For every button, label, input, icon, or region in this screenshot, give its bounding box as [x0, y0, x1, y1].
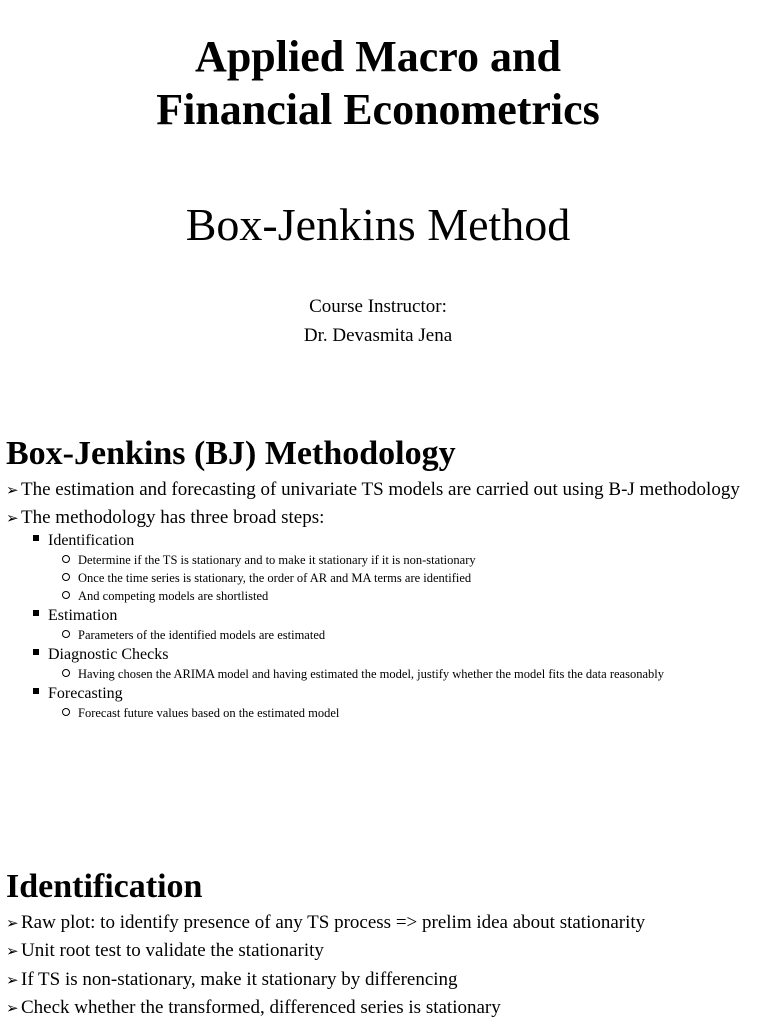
step-item — [33, 645, 168, 665]
circle-bullet-icon — [62, 573, 70, 581]
step-label: Diagnostic Checks — [48, 646, 169, 663]
square-bullet-icon — [33, 688, 39, 694]
square-bullet-icon — [33, 535, 39, 541]
presentation-title — [0, 30, 756, 136]
circle-bullet-icon — [62, 708, 70, 716]
step-label: Identification — [48, 532, 135, 549]
step-item — [33, 531, 134, 551]
bullet-text: Check whether the transformed, differenced series is stationary — [21, 997, 501, 1018]
arrow-bullet-icon: ➢ — [6, 916, 19, 932]
title-line-1: Applied Macro and — [195, 32, 561, 81]
bullet-item — [6, 968, 458, 993]
substep-item — [62, 666, 664, 682]
arrow-bullet-icon: ➢ — [6, 973, 19, 989]
square-bullet-icon — [33, 649, 39, 655]
instructor-label: Course Instructor: — [309, 296, 447, 317]
bullet-item — [6, 911, 645, 936]
title-line-2: Financial Econometrics — [156, 85, 600, 134]
substep-text: Once the time series is stationary, the order of AR and MA terms are identified — [78, 571, 472, 585]
circle-bullet-icon — [62, 555, 70, 563]
bullet-item — [6, 478, 740, 503]
substep-text: Having chosen the ARIMA model and having estimated the model, justify whether the model fits the data reasonably — [78, 667, 664, 681]
substep-item — [62, 570, 471, 586]
bullet-text: If TS is non-stationary, make it stationary by differencing — [21, 969, 458, 990]
bullet-text: Raw plot: to identify presence of any TS process => prelim idea about stationarity — [21, 912, 646, 933]
slide-heading: Identification — [6, 868, 203, 905]
substep-text: Forecast future values based on the estimated model — [78, 706, 340, 720]
bullet-item — [6, 506, 324, 531]
bullet-text: Unit root test to validate the stationarity — [21, 940, 324, 961]
arrow-bullet-icon: ➢ — [6, 511, 19, 527]
step-label: Forecasting — [48, 685, 123, 702]
substep-text: And competing models are shortlisted — [78, 589, 269, 603]
presentation-subtitle: Box-Jenkins Method — [185, 199, 571, 250]
title-slide — [0, 0, 768, 400]
instructor-name: Dr. Devasmita Jena — [303, 325, 453, 346]
step-label: Estimation — [48, 607, 118, 624]
arrow-bullet-icon: ➢ — [6, 944, 19, 960]
circle-bullet-icon — [62, 591, 70, 599]
bullet-text: The estimation and forecasting of univariate TS models are carried out using B-J methodology — [21, 479, 740, 500]
step-item — [33, 684, 123, 704]
bullet-item — [6, 996, 501, 1021]
arrow-bullet-icon: ➢ — [6, 1001, 19, 1017]
substep-text: Determine if the TS is stationary and to make it stationary if it is non-stationary — [78, 553, 476, 567]
square-bullet-icon — [33, 610, 39, 616]
step-item — [33, 606, 117, 626]
circle-bullet-icon — [62, 630, 70, 638]
circle-bullet-icon — [62, 669, 70, 677]
arrow-bullet-icon: ➢ — [6, 483, 19, 499]
substep-item — [62, 552, 476, 568]
bullet-item — [6, 939, 324, 964]
bullet-text: The methodology has three broad steps: — [21, 507, 325, 528]
substep-item — [62, 705, 339, 721]
substep-text: Parameters of the identified models are estimated — [78, 628, 326, 642]
substep-item — [62, 588, 268, 604]
slide-heading: Box-Jenkins (BJ) Methodology — [6, 435, 456, 472]
substep-item — [62, 627, 325, 643]
